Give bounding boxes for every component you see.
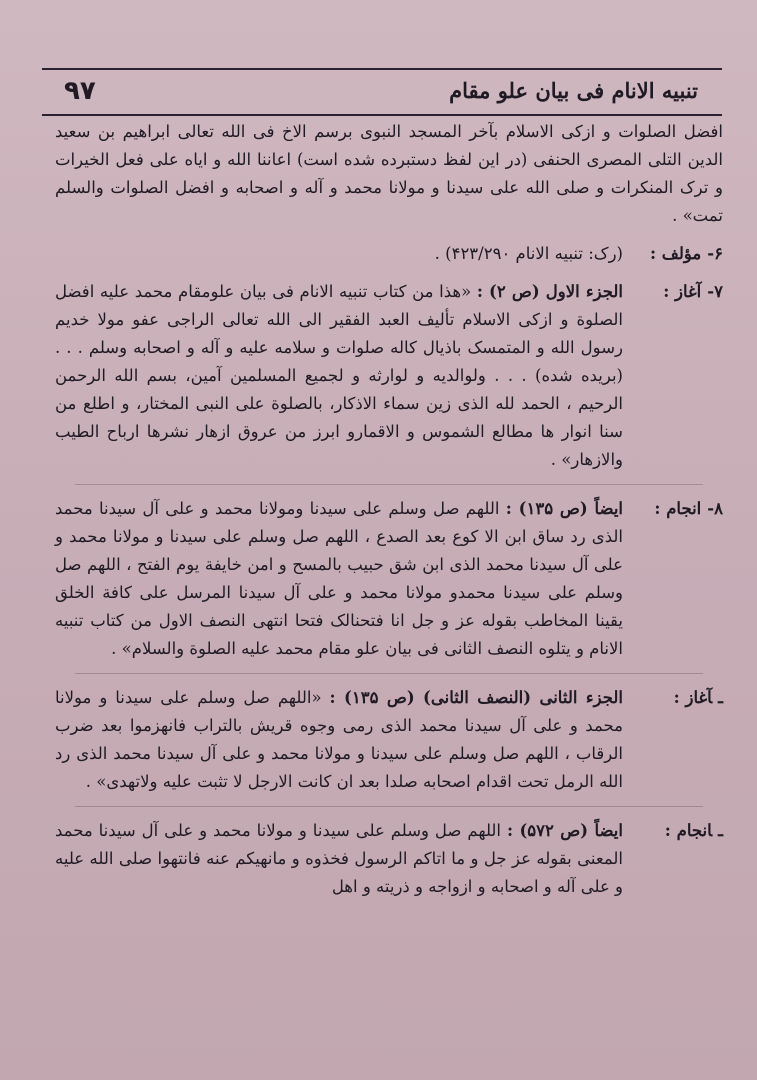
entry-title: انجام : bbox=[664, 821, 713, 840]
entry-text: (رک: تنبیه الانام ۴۲۳/۲۹۰) . bbox=[434, 244, 623, 263]
entry-number: ۶- bbox=[707, 244, 723, 263]
divider bbox=[75, 806, 703, 807]
entry-title: آغاز : bbox=[663, 282, 702, 301]
page-header bbox=[42, 68, 722, 116]
entry-text: «هذا من کتاب تنبیه الانام فی بیان علومقام محمد علیه افضل الصلوة و ازکی الاسلام تألیف العبد الفقیر الی الله تعالی الراجی عفو مولا خدیم رسول الله و المتمسک باذیال کاله صلوات و سلامه علیه و آله و اصحابه وسلم . . . (بریده شده) . . . ولوالدیه و لوارثه و لجمیع المسلمین آمین، بسم الله الرحمن الرحیم ، الحمد لله الذی زین سماء الاذکار، بالصلوة علی النبی المختار، و اطلع من سنا انوار ها مطالع الشموس و الاقمارو ابرز من عروق ازهار نشرها ارباح الطیب والازهار» . bbox=[55, 282, 623, 469]
running-title: تنبیه الانام فی بیان علو مقام bbox=[449, 78, 698, 103]
entry-label bbox=[627, 495, 723, 523]
page-number: ۹۷ bbox=[64, 76, 96, 106]
entry-explicit-part2 bbox=[55, 817, 723, 901]
entry-lead: الجزء الثانی (النصف الثانی) (ص ۱۳۵) : bbox=[329, 688, 623, 707]
entry-label bbox=[627, 684, 723, 712]
entry-text: اللهم صل وسلم علی سیدنا ومولانا محمد و علی آل سیدنا محمد الذی رد ساق ابن الا کوع بعد الصدع ، اللهم صل وسلم علی سیدنا و مولانا محمد و علی آل سیدنا محمد الذی ابن شق حبیب بالمسح و امن خایفة یوم الفتح ، اللهم صل وسلم علی سیدنا محمدو مولانا محمد و علی آل سیدنا المرسل علی کافة الخلق یقینا المخاطب بقوله عز و جل انا فتحنالک فتحا انتهی النصف الاول من کتاب تنبیه الانام و یتلوه النصف الثانی فی بیان علو مقام محمد علیه الصلوة والسلام» . bbox=[55, 499, 623, 658]
entry-lead: ایضاً (ص ۱۳۵) : bbox=[505, 499, 623, 518]
entry-lead: ایضاً (ص ۵۷۲) : bbox=[506, 821, 623, 840]
divider bbox=[75, 484, 703, 485]
entry-incipit-part2 bbox=[55, 684, 723, 796]
entry-text: اللهم صل وسلم علی سیدنا و مولانا محمد و علی آل سیدنا محمد المعنی بقوله عز جل و ما اتاکم الرسول فخذوه و مانهیکم عنه فانتهوا صلی الله علیه و علی آله و اصحابه و ازواجه و ذریته و اهل bbox=[55, 821, 623, 896]
entry-number: ۷- bbox=[707, 282, 723, 301]
intro-paragraph: افضل الصلوات و ازکی الاسلام بآخر المسجد النبوی برسم الاخ فی الله تعالی ابراهیم بن سعید الدین التلی المصری الحنفی (در این لفظ دستبرده شده است) اعاننا الله و ایاه علی فعل الخیرات و ترک المنکرات و صلی الله علی سیدنا و مولانا محمد و آله و اصحابه و افضل الصلوات والسلم تمت» . bbox=[55, 122, 723, 225]
entry-title: آغاز : bbox=[673, 688, 713, 707]
entry-number: ـ bbox=[718, 821, 723, 840]
entry-number: ۸- bbox=[707, 499, 723, 518]
entry-title: مؤلف : bbox=[649, 244, 702, 263]
entry-author bbox=[55, 240, 723, 268]
entry-text: «اللهم صل وسلم علی سیدنا و مولانا محمد و علی آل سیدنا محمد الذی رمی وجوه قریش بالتراب فانهزموا بعد ضرب الرقاب ، اللهم صل وسلم علی سیدنا و مولانا محمد و علی آل سیدنا محمد الذی رد الله الرمل تحت اقدام اصحابه صلدا بعد ان کانت الارجل لا تثبت علیه ولاتهدی» . bbox=[55, 688, 623, 791]
entry-label bbox=[627, 278, 723, 306]
entry-explicit-part1 bbox=[55, 495, 723, 663]
divider bbox=[75, 673, 703, 674]
entry-label bbox=[627, 240, 723, 268]
page-body bbox=[55, 118, 723, 911]
entry-incipit-part1 bbox=[55, 278, 723, 474]
entry-label bbox=[627, 817, 723, 845]
entry-number: ـ bbox=[718, 688, 723, 707]
entry-title: انجام : bbox=[654, 499, 702, 518]
entry-lead: الجزء الاول (ص ۲) : bbox=[476, 282, 624, 301]
